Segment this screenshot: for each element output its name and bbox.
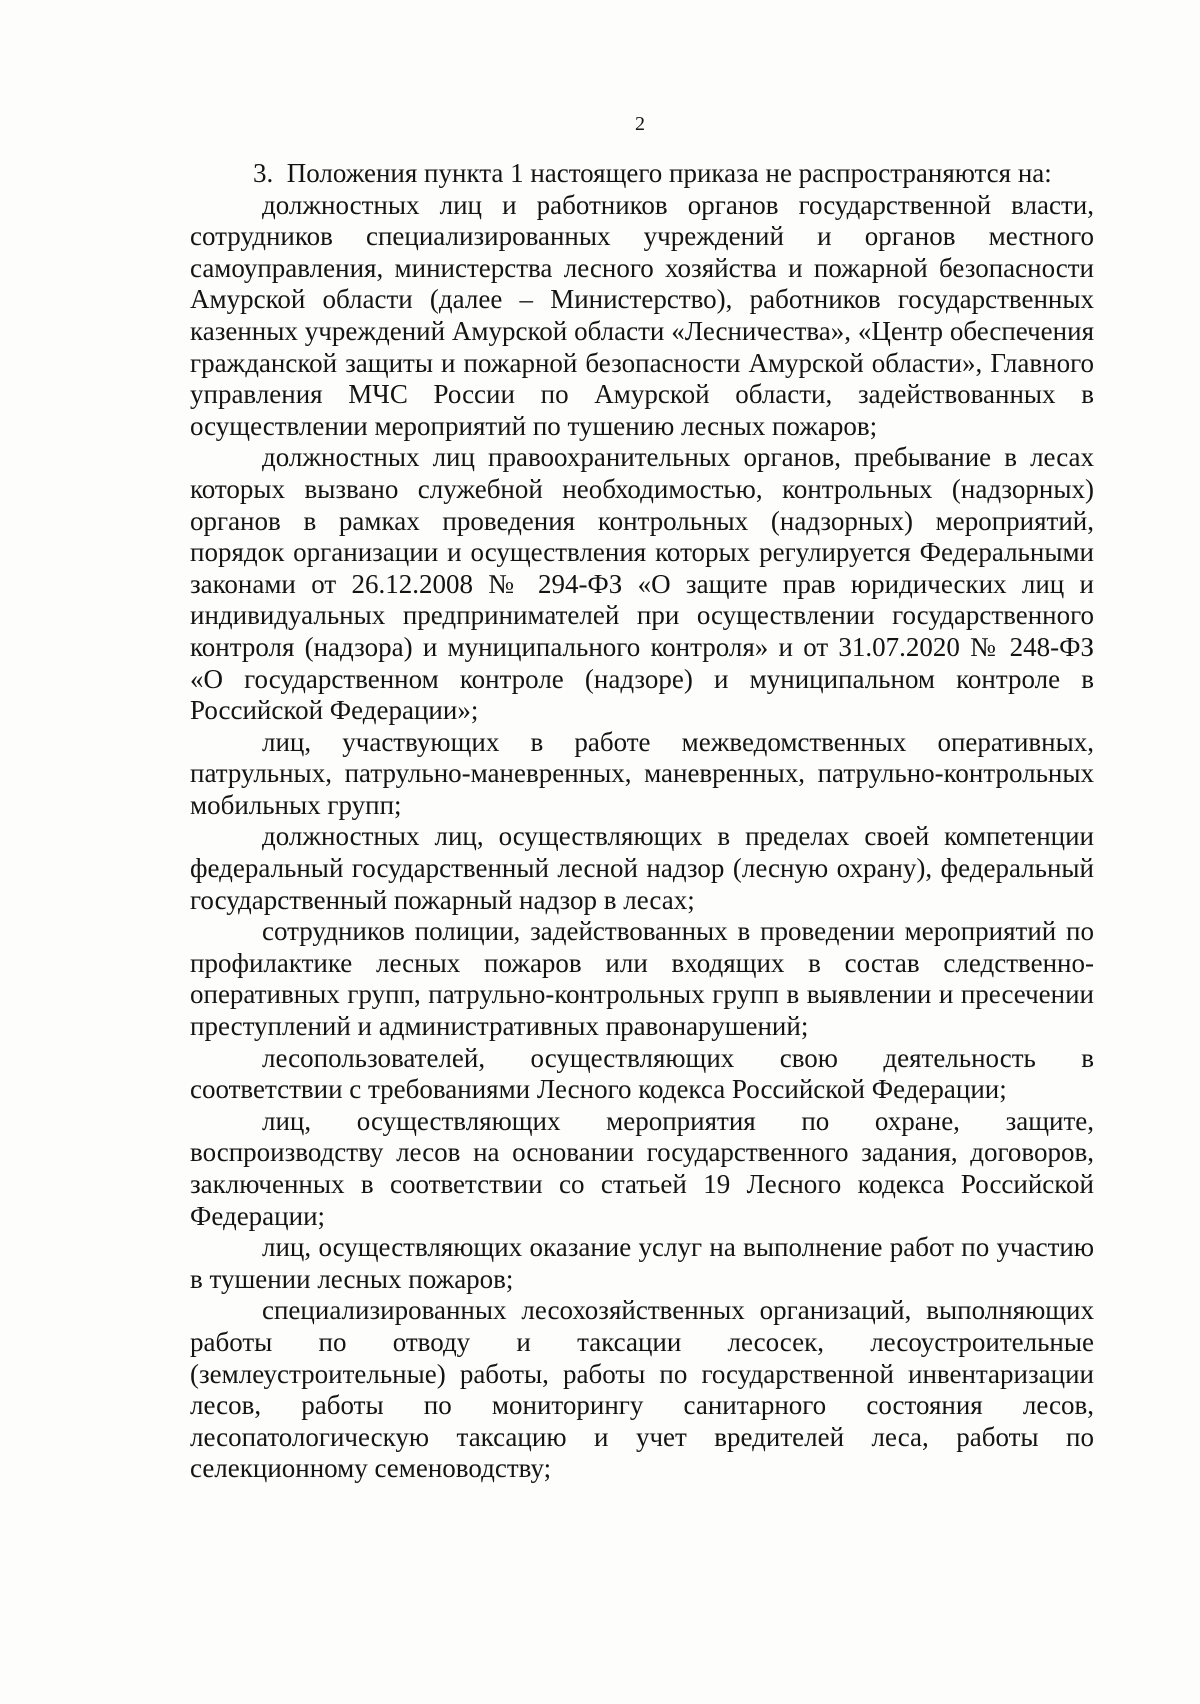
paragraph-forest-users: лесопользователей, осуществляющих свою деятельность в соответствии с требованиями Лесного кодекса Российской Федерации; (190, 1042, 1094, 1105)
paragraph-forest-supervision: должностных лиц, осуществляющих в пределах своей компетенции федеральный государственный лесной надзор (лесную охрану), федеральный государственный пожарный надзор в лесах; (190, 821, 1094, 915)
paragraph-firefighting-service-persons: лиц, осуществляющих оказание услуг на выполнение работ по участию в тушении лесных пожаров; (190, 1232, 1094, 1294)
paragraph-forest-protection-persons: лиц, осуществляющих мероприятия по охране, защите, воспроизводству лесов на основании государственного задания, договоров, заключенных в соответствии со статьей 19 Лесного кодекса Российской Федерации; (190, 1105, 1094, 1231)
paragraph-police-officers: сотрудников полиции, задействованных в проведении мероприятий по профилактике лесных пожаров или входящих в состав следственно-оперативных групп, патрульно-контрольных групп в выявлении и пресечении преступлений и административных правонарушений; (190, 916, 1094, 1042)
paragraph-forestry-organizations: специализированных лесохозяйственных организаций, выполняющих работы по отводу и таксации лесосек, лесоустроительные (землеустроительные) работы, работы по государственной инвентаризации лесов, работы по мониторингу санитарного состояния лесов, лесопатологическую таксацию и учет вредителей леса, работы по селекционному семеноводству; (190, 1295, 1094, 1484)
paragraph-mobile-groups: лиц, участвующих в работе межведомственных оперативных, патрульных, патрульно-маневренных, маневренных, патрульно-контрольных мобильных групп; (190, 726, 1094, 820)
document-body (190, 158, 1094, 1485)
paragraph-law-enforcement-officials: должностных лиц правоохранительных органов, пребывание в лесах которых вызвано служебной необходимостью, контрольных (надзорных) органов в рамках проведения контрольных (надзорных) мероприятий, порядок организации и осуществления которых регулируется Федеральными законами от 26.12.2008 № 294-ФЗ «О защите прав юридических лиц и индивидуальных предпринимателей при осуществлении государственного контроля (надзора) и муниципального контроля» и от 31.07.2020 № 248-ФЗ «О государственном контроле (надзоре) и муниципальном контроле в Российской Федерации»; (190, 442, 1094, 726)
paragraph-government-officials: должностных лиц и работников органов государственной власти, сотрудников специализированных учреждений и органов местного самоуправления, министерства лесного хозяйства и пожарной безопасности Амурской области (далее – Министерство), работников государственных казенных учреждений Амурской области «Лесничества», «Центр обеспечения гражданской защиты и пожарной безопасности Амурской области», Главного управления МЧС России по Амурской области, задействованных в осуществлении мероприятий по тушению лесных пожаров; (190, 189, 1094, 441)
page-number: 2 (635, 113, 645, 135)
paragraph-clause-3: 3. Положения пункта 1 настоящего приказа не распространяются на: (253, 158, 1052, 188)
